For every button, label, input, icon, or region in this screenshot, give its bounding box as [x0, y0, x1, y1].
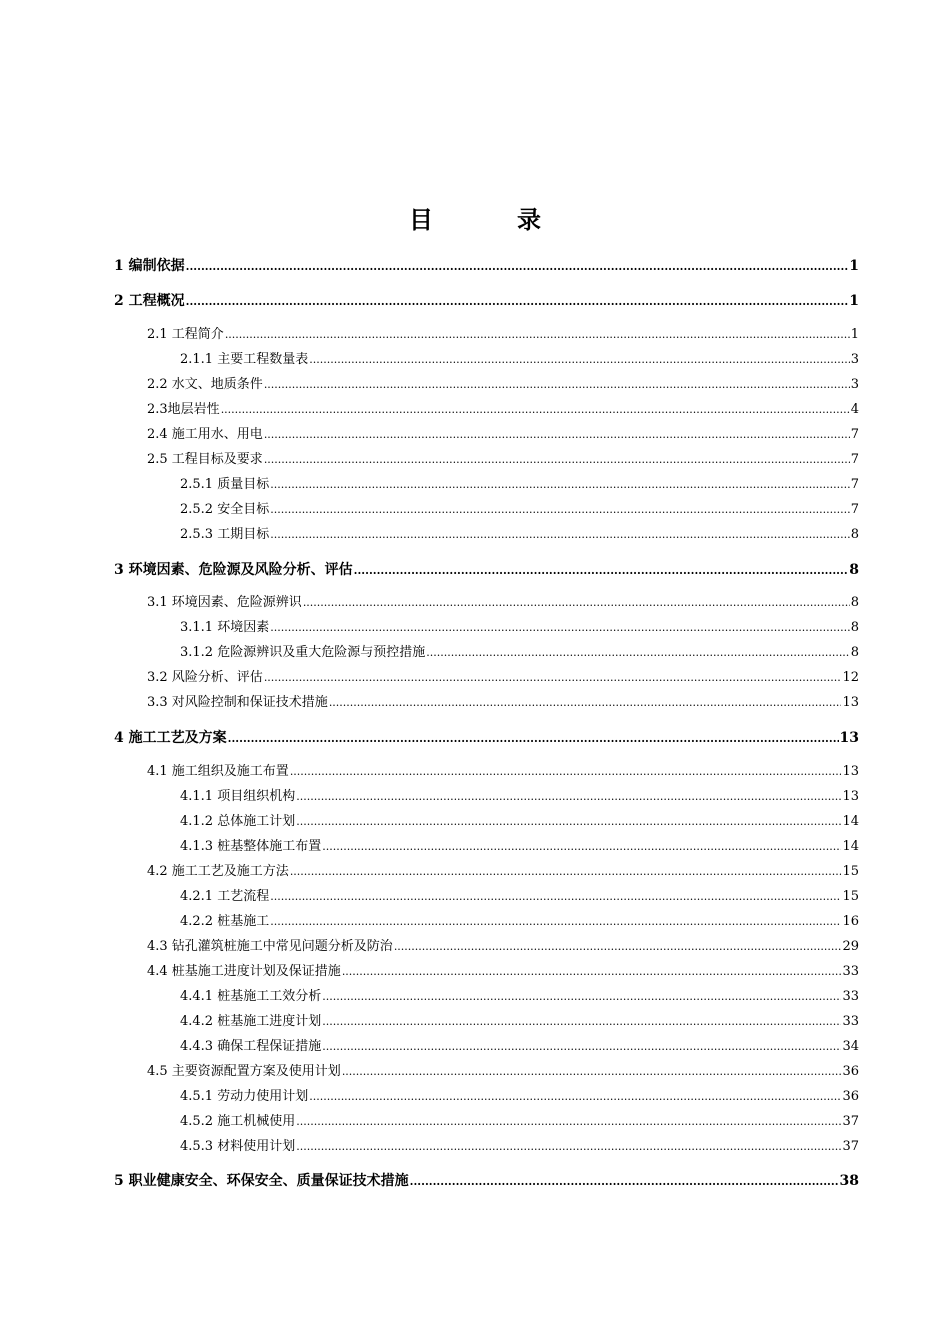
toc-entry-label: 4.4.1 桩基施工工效分析	[180, 989, 322, 1004]
toc-entry-level2[interactable]	[0, 400, 950, 420]
toc-entry-label: 4.5.1 劳动力使用计划	[180, 1089, 309, 1104]
toc-entry-level1[interactable]	[0, 1171, 950, 1191]
toc-entry-page-number: 3	[850, 352, 859, 367]
toc-entry-level1[interactable]	[0, 291, 950, 311]
dot-leader	[221, 400, 850, 420]
toc-entry-level2[interactable]	[0, 962, 950, 982]
toc-entry-level3[interactable]	[0, 525, 950, 545]
toc-entry-row	[180, 500, 859, 520]
dot-leader	[342, 962, 842, 982]
toc-entry-page-number: 8	[850, 620, 859, 635]
toc-entry-page-number: 13	[839, 730, 859, 746]
toc-entry-label: 2 工程概况	[114, 293, 185, 309]
toc-entry-row	[180, 812, 859, 832]
toc-entry-level3[interactable]	[0, 787, 950, 807]
toc-entry-page-number: 1	[849, 293, 859, 309]
toc-entry-page-number: 29	[842, 939, 859, 954]
dot-leader	[270, 912, 841, 932]
toc-entry-level2[interactable]	[0, 862, 950, 882]
toc-entry-level3[interactable]	[0, 812, 950, 832]
dot-leader	[270, 500, 850, 520]
dot-leader	[270, 525, 850, 545]
toc-entry-row	[114, 291, 859, 312]
toc-entry-level3[interactable]	[0, 1087, 950, 1107]
dot-leader	[342, 1062, 842, 1082]
toc-entry-level2[interactable]	[0, 425, 950, 445]
toc-entry-page-number: 33	[842, 989, 859, 1004]
toc-entry-row	[147, 762, 859, 782]
dot-leader	[264, 425, 850, 445]
toc-entry-page-number: 15	[842, 864, 859, 879]
toc-entry-page-number: 8	[850, 595, 859, 610]
toc-entry-label: 4.5 主要资源配置方案及使用计划	[147, 1064, 341, 1079]
dot-leader	[322, 837, 841, 857]
toc-entry-label: 3.1.2 危险源辨识及重大危险源与预控措施	[180, 645, 426, 660]
toc-entry-level3[interactable]	[0, 618, 950, 638]
toc-entry-label: 3.3 对风险控制和保证技术措施	[147, 695, 328, 710]
dot-leader	[309, 350, 850, 370]
dot-leader	[322, 987, 841, 1007]
toc-entry-level1[interactable]	[0, 728, 950, 748]
toc-entry-page-number: 36	[842, 1089, 859, 1104]
dot-leader	[426, 643, 850, 663]
toc-entry-label: 4.1.3 桩基整体施工布置	[180, 839, 322, 854]
dot-leader	[410, 1172, 839, 1192]
toc-entry-page-number: 16	[842, 914, 859, 929]
dot-leader	[296, 1112, 841, 1132]
dot-leader	[264, 375, 850, 395]
toc-entry-page-number: 36	[842, 1064, 859, 1079]
toc-entry-page-number: 1	[849, 258, 859, 274]
toc-entry-row	[147, 450, 859, 470]
toc-entry-page-number: 7	[850, 427, 859, 442]
toc-entry-row	[114, 728, 859, 749]
toc-entry-page-number: 14	[842, 839, 859, 854]
toc-entry-level3[interactable]	[0, 912, 950, 932]
toc-entry-row	[114, 560, 859, 581]
toc-entry-level3[interactable]	[0, 1112, 950, 1132]
toc-entry-page-number: 14	[842, 814, 859, 829]
toc-entry-level3[interactable]	[0, 500, 950, 520]
toc-entry-row	[180, 787, 859, 807]
dot-leader	[225, 325, 850, 345]
toc-entry-row	[180, 912, 859, 932]
dot-leader	[264, 450, 850, 470]
dot-leader	[322, 1037, 841, 1057]
toc-entry-row	[180, 1112, 859, 1132]
toc-entry-level3[interactable]	[0, 887, 950, 907]
toc-entry-row	[180, 887, 859, 907]
toc-entry-row	[147, 862, 859, 882]
toc-entry-level3[interactable]	[0, 475, 950, 495]
toc-entry-row	[180, 1137, 859, 1157]
dot-leader	[303, 593, 850, 613]
toc-entry-level2[interactable]	[0, 937, 950, 957]
dot-leader	[186, 257, 849, 277]
toc-entry-level3[interactable]	[0, 1137, 950, 1157]
toc-entry-page-number: 38	[839, 1173, 859, 1189]
toc-entry-page-number: 7	[850, 477, 859, 492]
toc-entry-page-number: 3	[850, 377, 859, 392]
dot-leader	[290, 762, 842, 782]
toc-entry-page-number: 8	[849, 562, 859, 578]
toc-entry-label: 4.3 钻孔灌筑桩施工中常见问题分析及防治	[147, 939, 393, 954]
toc-entry-level2[interactable]	[0, 325, 950, 345]
toc-entry-page-number: 7	[850, 502, 859, 517]
toc-entry-row	[147, 1062, 859, 1082]
dot-leader	[394, 937, 842, 957]
toc-entry-label: 2.5.1 质量目标	[180, 477, 270, 492]
toc-entry-label: 4.2.2 桩基施工	[180, 914, 270, 929]
toc-entry-page-number: 33	[842, 964, 859, 979]
toc-entry-row	[147, 962, 859, 982]
toc-entry-label: 4.1.2 总体施工计划	[180, 814, 296, 829]
toc-entry-level1[interactable]	[0, 256, 950, 276]
toc-entry-row	[180, 475, 859, 495]
toc-entry-level2[interactable]	[0, 762, 950, 782]
toc-entry-level2[interactable]	[0, 1062, 950, 1082]
toc-entry-row	[114, 1171, 859, 1192]
toc-entry-level3[interactable]	[0, 987, 950, 1007]
toc-entry-label: 3 环境因素、危险源及风险分析、评估	[114, 562, 353, 578]
dot-leader	[270, 475, 850, 495]
toc-entry-page-number: 13	[842, 764, 859, 779]
toc-entry-row	[180, 350, 859, 370]
toc-entry-label: 1 编制依据	[114, 258, 185, 274]
dot-leader	[264, 668, 842, 688]
toc-entry-page-number: 37	[842, 1114, 859, 1129]
toc-entry-label: 2.1.1 主要工程数量表	[180, 352, 309, 367]
dot-leader	[228, 729, 839, 749]
toc-entry-row	[180, 1012, 859, 1032]
toc-entry-page-number: 33	[842, 1014, 859, 1029]
toc-entry-label: 4.1.1 项目组织机构	[180, 789, 296, 804]
toc-entry-level2[interactable]	[0, 668, 950, 688]
toc-entry-page-number: 13	[842, 695, 859, 710]
dot-leader	[290, 862, 842, 882]
dot-leader	[296, 1137, 841, 1157]
toc-entry-level3[interactable]	[0, 1037, 950, 1057]
toc-entry-label: 4 施工工艺及方案	[114, 730, 227, 746]
toc-entry-label: 4.5.3 材料使用计划	[180, 1139, 296, 1154]
toc-entry-row	[180, 618, 859, 638]
toc-entry-page-number: 13	[842, 789, 859, 804]
toc-entry-page-number: 37	[842, 1139, 859, 1154]
dot-leader	[186, 292, 849, 312]
dot-leader	[354, 561, 849, 581]
toc-entry-level3[interactable]	[0, 1012, 950, 1032]
toc-entry-level3[interactable]	[0, 837, 950, 857]
dot-leader	[322, 1012, 841, 1032]
toc-entry-page-number: 4	[850, 402, 859, 417]
toc-entry-level3[interactable]	[0, 643, 950, 663]
toc-entry-page-number: 8	[850, 527, 859, 542]
toc-entry-row	[180, 837, 859, 857]
toc-title: 目 录	[409, 205, 571, 234]
toc-entry-row	[180, 1037, 859, 1057]
toc-entry-row	[147, 375, 859, 395]
toc-entry-label: 2.5 工程目标及要求	[147, 452, 263, 467]
toc-entry-row	[180, 1087, 859, 1107]
toc-entry-label: 2.1 工程简介	[147, 327, 224, 342]
dot-leader	[270, 887, 841, 907]
dot-leader	[296, 787, 841, 807]
toc-entry-label: 4.2.1 工艺流程	[180, 889, 270, 904]
toc-entry-level2[interactable]	[0, 450, 950, 470]
dot-leader	[329, 693, 842, 713]
toc-entry-row	[114, 256, 859, 277]
toc-entry-page-number: 34	[842, 1039, 859, 1054]
toc-entry-row	[147, 400, 859, 420]
toc-entry-level1[interactable]	[0, 560, 950, 580]
toc-entry-row	[147, 668, 859, 688]
dot-leader	[309, 1087, 841, 1107]
toc-entry-label: 3.2 风险分析、评估	[147, 670, 263, 685]
toc-entry-label: 4.4 桩基施工进度计划及保证措施	[147, 964, 341, 979]
toc-entry-label: 4.4.3 确保工程保证措施	[180, 1039, 322, 1054]
toc-entry-label: 4.2 施工工艺及施工方法	[147, 864, 289, 879]
toc-entry-label: 2.5.3 工期目标	[180, 527, 270, 542]
toc-entry-page-number: 8	[850, 645, 859, 660]
dot-leader	[296, 812, 841, 832]
toc-entry-page-number: 15	[842, 889, 859, 904]
toc-entry-row	[147, 937, 859, 957]
toc-entry-level2[interactable]	[0, 693, 950, 713]
toc-entry-level2[interactable]	[0, 593, 950, 613]
toc-entry-label: 3.1 环境因素、危险源辨识	[147, 595, 302, 610]
toc-entry-row	[180, 525, 859, 545]
toc-entry-label: 2.4 施工用水、用电	[147, 427, 263, 442]
toc-entry-page-number: 1	[850, 327, 859, 342]
toc-entry-label: 3.1.1 环境因素	[180, 620, 270, 635]
dot-leader	[270, 618, 850, 638]
toc-entry-row	[180, 987, 859, 1007]
toc-entry-label: 2.2 水文、地质条件	[147, 377, 263, 392]
toc-entry-label: 2.5.2 安全目标	[180, 502, 270, 517]
toc-entry-label: 4.1 施工组织及施工布置	[147, 764, 289, 779]
toc-entry-page-number: 7	[850, 452, 859, 467]
toc-entry-label: 4.4.2 桩基施工进度计划	[180, 1014, 322, 1029]
toc-entry-row	[147, 325, 859, 345]
toc-entry-row	[147, 425, 859, 445]
toc-entry-row	[147, 693, 859, 713]
toc-entry-page-number: 12	[842, 670, 859, 685]
toc-entry-level2[interactable]	[0, 375, 950, 395]
toc-entry-row	[147, 593, 859, 613]
toc-entry-label: 2.3地层岩性	[147, 402, 220, 417]
toc-entry-row	[180, 643, 859, 663]
toc-entry-level3[interactable]	[0, 350, 950, 370]
toc-entry-label: 5 职业健康安全、环保安全、质量保证技术措施	[114, 1173, 409, 1189]
toc-entry-label: 4.5.2 施工机械使用	[180, 1114, 296, 1129]
